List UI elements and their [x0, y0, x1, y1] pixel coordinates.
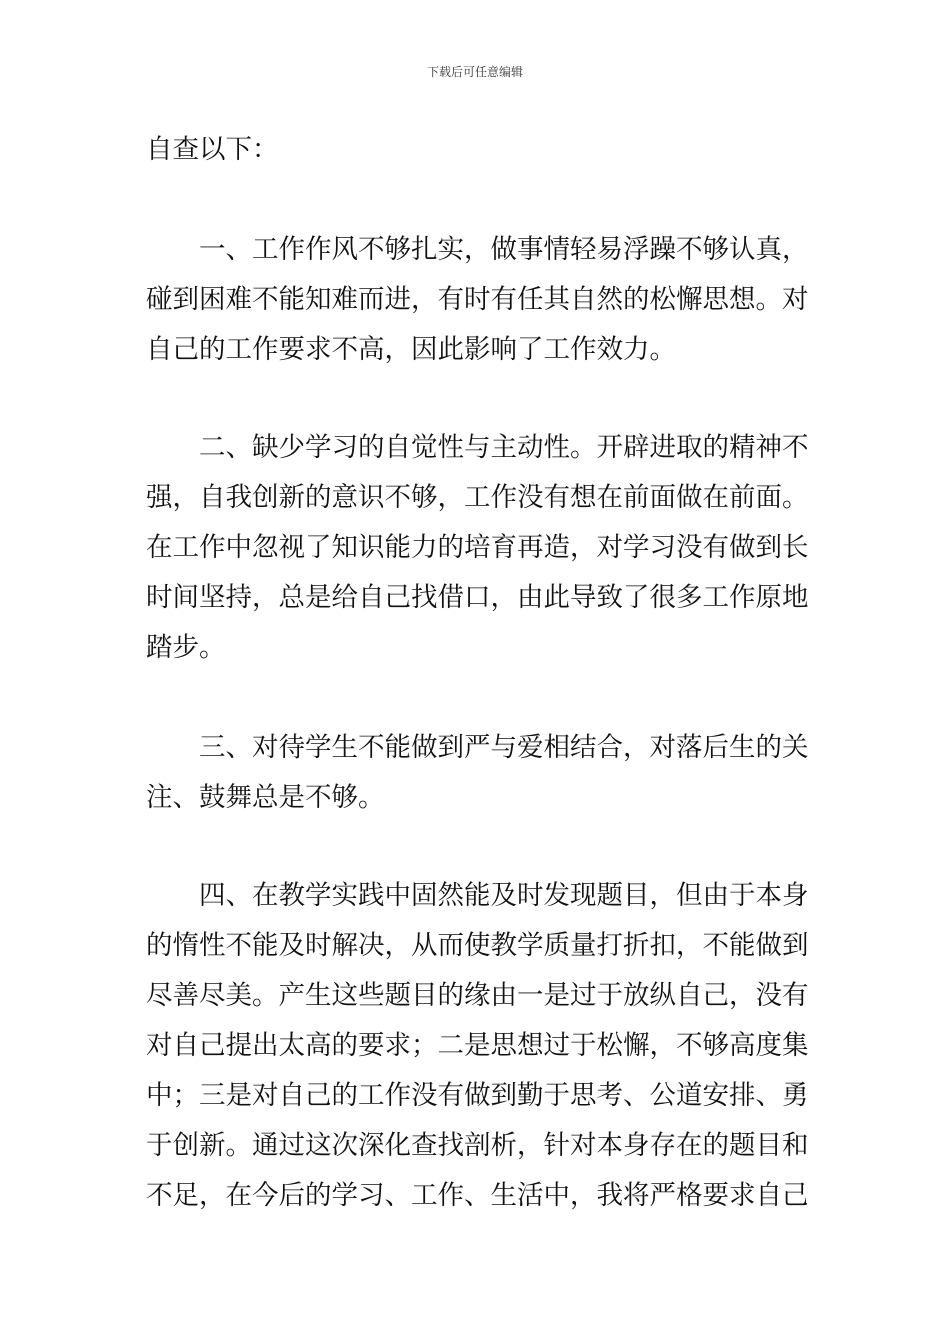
paragraph-4-line-3: 尽善尽美。产生这些题目的缘由一是过于放纵自己，没有 [146, 980, 809, 1011]
paragraph-4-line-7: 不足，在今后的学习、工作、生活中，我将严格要求自己 [146, 1180, 809, 1211]
paragraph-4-line-1: 四、在教学实践中固然能及时发现题目，但由于本身 [199, 880, 809, 911]
paragraph-2-line-2: 强，自我创新的意识不够，工作没有想在前面做在前面。 [146, 482, 809, 513]
paragraph-3-line-2: 注、鼓舞总是不够。 [146, 782, 385, 813]
paragraph-4-line-4: 对自己提出太高的要求；二是思想过于松懈，不够高度集 [146, 1030, 809, 1061]
paragraph-1-line-3: 自己的工作要求不高，因此影响了工作效力。 [146, 334, 676, 365]
page-header: 下载后可任意编辑 [426, 65, 523, 79]
intro-line: 自查以下： [146, 134, 279, 165]
paragraph-2-line-5: 踏步。 [146, 632, 226, 663]
paragraph-1-line-1: 一、工作作风不够扎实，做事情轻易浮躁不够认真， [199, 234, 809, 265]
paragraph-2-line-4: 时间坚持，总是给自己找借口，由此导致了很多工作原地 [146, 582, 809, 613]
paragraph-1-line-2: 碰到困难不能知难而进，有时有任其自然的松懈思想。对 [146, 284, 809, 315]
paragraph-4-line-2: 的惰性不能及时解决，从而使教学质量打折扣，不能做到 [146, 930, 809, 961]
paragraph-4-line-6: 于创新。通过这次深化查找剖析，针对本身存在的题目和 [146, 1130, 809, 1161]
paragraph-3-line-1: 三、对待学生不能做到严与爱相结合，对落后生的关 [199, 732, 809, 763]
paragraph-4-line-5: 中；三是对自己的工作没有做到勤于思考、公道安排、勇 [146, 1080, 809, 1111]
paragraph-2-line-1: 二、缺少学习的自觉性与主动性。开辟进取的精神不 [199, 432, 809, 463]
paragraph-2-line-3: 在工作中忽视了知识能力的培育再造，对学习没有做到长 [146, 532, 809, 563]
